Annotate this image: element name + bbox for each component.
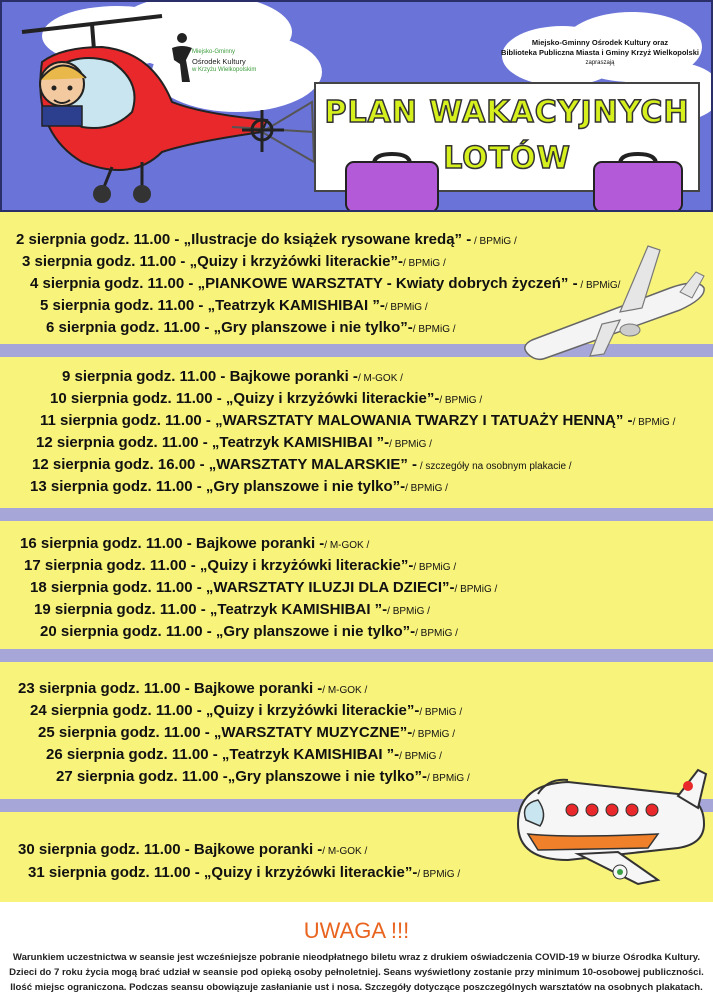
- item-text: 13 sierpnia godz. 11.00 - „Gry planszowe i nie tylko”-: [30, 478, 406, 495]
- logo-line-2: Ośrodek Kultury: [192, 57, 246, 66]
- organizer-text: [500, 38, 700, 68]
- item-text: 17 sierpnia godz. 11.00 - „Quizy i krzyżówki literackie”-: [24, 557, 414, 574]
- footer-line-1: Warunkiem uczestnictwa w seansie jest wcześniejsze pobranie nieodpłatnego biletu wraz z drukiem oświadczenia COVID-19 w biurze Ośrodka Kultury.: [12, 952, 701, 963]
- logo-line-1: Miejsko-Gminny: [192, 49, 236, 55]
- schedule-item: [56, 767, 470, 789]
- item-text: 6 sierpnia godz. 11.00 - „Gry planszowe i nie tylko”-: [46, 319, 413, 336]
- item-text: 4 sierpnia godz. 11.00 - „PIANKOWE WARSZTATY - Kwiaty dobrych życzeń” -: [30, 275, 578, 292]
- item-text: 25 sierpnia godz. 11.00 - „WARSZTATY MUZYCZNE”-: [38, 724, 413, 741]
- schedule-item: [40, 622, 458, 644]
- week-separator: [0, 508, 713, 521]
- schedule-item: [34, 600, 430, 622]
- item-note: / BPMiG /: [413, 562, 457, 573]
- schedule-item: [18, 679, 367, 701]
- item-note: / BPMiG /: [412, 324, 456, 335]
- item-text: 11 sierpnia godz. 11.00 - „WARSZTATY MALOWANIA TWARZY I TATUAŻY HENNĄ” -: [40, 412, 633, 429]
- item-text: 9 sierpnia godz. 11.00 - Bajkowe poranki -: [62, 368, 358, 385]
- item-text: 26 sierpnia godz. 11.00 - „Teatrzyk KAMISHIBAI ”-: [46, 746, 400, 763]
- schedule-item: [30, 578, 497, 600]
- item-text: 16 sierpnia godz. 11.00 - Bajkowe poranki -: [20, 535, 325, 552]
- schedule-item: [40, 411, 675, 433]
- item-text: 24 sierpnia godz. 11.00 - „Quizy i krzyżówki literackie”-: [30, 702, 420, 719]
- schedule-area: [0, 212, 713, 902]
- item-text: 3 sierpnia godz. 11.00 - „Quizy i krzyżówki literackie”-: [22, 253, 403, 270]
- item-note: / BPMiG /: [419, 707, 463, 718]
- item-text: 23 sierpnia godz. 11.00 - Bajkowe poranki -: [18, 680, 323, 697]
- item-note: / M-GOK /: [322, 846, 368, 857]
- item-note: / BPMiG /: [426, 773, 470, 784]
- airplane-icon: [520, 242, 710, 367]
- schedule-item: [46, 318, 456, 340]
- item-note: / szczegóły na osobnym plakacie /: [417, 461, 572, 472]
- footer-line-2: Dzieci do 7 roku życia mogą brać udział w seansie pod opieką osoby pełnoletniej. Seans wyświetlony zostanie przy minimum 10-osobowej publiczności.: [9, 967, 704, 978]
- helicopter-icon: [2, 2, 322, 212]
- schedule-item: [18, 840, 367, 862]
- title-line-2: LOTÓW: [443, 141, 571, 176]
- title-line-1: PLAN WAKACYJNYCH: [324, 95, 690, 130]
- week-separator: [0, 649, 713, 662]
- item-note: / BPMiG /: [387, 606, 430, 617]
- footer-line-3: Ilość miejsc ograniczona. Podczas seansu obowiązuje zasłanianie ust i nosa. Szczegóły dotyczące poszczególnych warsztatów na osobnych plakatach.: [10, 982, 703, 993]
- item-note: / BPMiG /: [417, 869, 461, 880]
- schedule-item: [46, 745, 442, 767]
- item-text: 31 sierpnia godz. 11.00 - „Quizy i krzyżówki literackie”-: [28, 864, 418, 881]
- item-note: / M-GOK /: [357, 373, 403, 384]
- item-note: / M-GOK /: [322, 685, 368, 696]
- schedule-item: [38, 723, 455, 745]
- schedule-item: [20, 534, 369, 556]
- item-note: / BPMiG /: [632, 417, 676, 428]
- item-note: / BPMiG /: [454, 584, 498, 595]
- poster-header: [0, 0, 713, 212]
- organizer-line-3: zapraszają: [585, 60, 615, 66]
- item-text: 2 sierpnia godz. 11.00 - „Ilustracje do książek rysowane kredą” -: [16, 231, 472, 248]
- schedule-item: [24, 556, 456, 578]
- item-note: / BPMiG /: [471, 236, 517, 247]
- schedule-item: [28, 863, 460, 885]
- schedule-item: [62, 367, 403, 389]
- item-note: / BPMiG /: [405, 483, 448, 494]
- organizer-line-1: Miejsko-Gminny Ośrodek Kultury oraz: [531, 38, 669, 47]
- schedule-item: [30, 477, 448, 499]
- item-note: / BPMiG /: [439, 395, 483, 406]
- item-text: 10 sierpnia godz. 11.00 - „Quizy i krzyżówki literackie”-: [50, 390, 440, 407]
- warning-title: UWAGA !!!: [303, 918, 410, 943]
- logo-text: [192, 48, 262, 75]
- item-note: / BPMiG/: [577, 280, 621, 291]
- schedule-item: [16, 230, 517, 252]
- suitcase-icon: [342, 152, 442, 212]
- item-note: / BPMiG /: [415, 628, 458, 639]
- item-note: / BPMiG /: [384, 302, 428, 313]
- item-note: / BPMiG /: [412, 729, 456, 740]
- item-text: 18 sierpnia godz. 11.00 - „WARSZTATY ILUZJI DLA DZIECI”-: [30, 579, 455, 596]
- schedule-item: [30, 701, 462, 723]
- organizer-line-2: Biblioteka Publiczna Miasta i Gminy Krzyż Wielkopolski: [501, 48, 699, 57]
- item-note: / BPMiG /: [402, 258, 446, 269]
- item-text: 27 sierpnia godz. 11.00 -„Gry planszowe i nie tylko”-: [56, 768, 427, 785]
- schedule-item: [32, 455, 572, 477]
- item-text: 19 sierpnia godz. 11.00 - „Teatrzyk KAMISHIBAI ”-: [34, 601, 388, 618]
- schedule-item: [36, 433, 432, 455]
- schedule-item: [40, 296, 428, 318]
- schedule-item: [50, 389, 482, 411]
- item-text: 12 sierpnia godz. 11.00 - „Teatrzyk KAMISHIBAI ”-: [36, 434, 390, 451]
- cartoon-plane-icon: [508, 764, 708, 894]
- item-text: 12 sierpnia godz. 16.00 - „WARSZTATY MALARSKIE” -: [32, 456, 418, 473]
- schedule-item: [22, 252, 446, 274]
- logo-line-3: w Krzyżu Wielkopolskim: [192, 67, 257, 73]
- suitcase-icon: [590, 152, 686, 212]
- item-text: 5 sierpnia godz. 11.00 - „Teatrzyk KAMISHIBAI ”-: [40, 297, 385, 314]
- item-note: / M-GOK /: [324, 540, 370, 551]
- item-text: 20 sierpnia godz. 11.00 - „Gry planszowe i nie tylko”-: [40, 623, 416, 640]
- item-note: / BPMiG /: [389, 439, 432, 450]
- item-note: / BPMiG /: [399, 751, 442, 762]
- item-text: 30 sierpnia godz. 11.00 - Bajkowe poranki -: [18, 841, 323, 858]
